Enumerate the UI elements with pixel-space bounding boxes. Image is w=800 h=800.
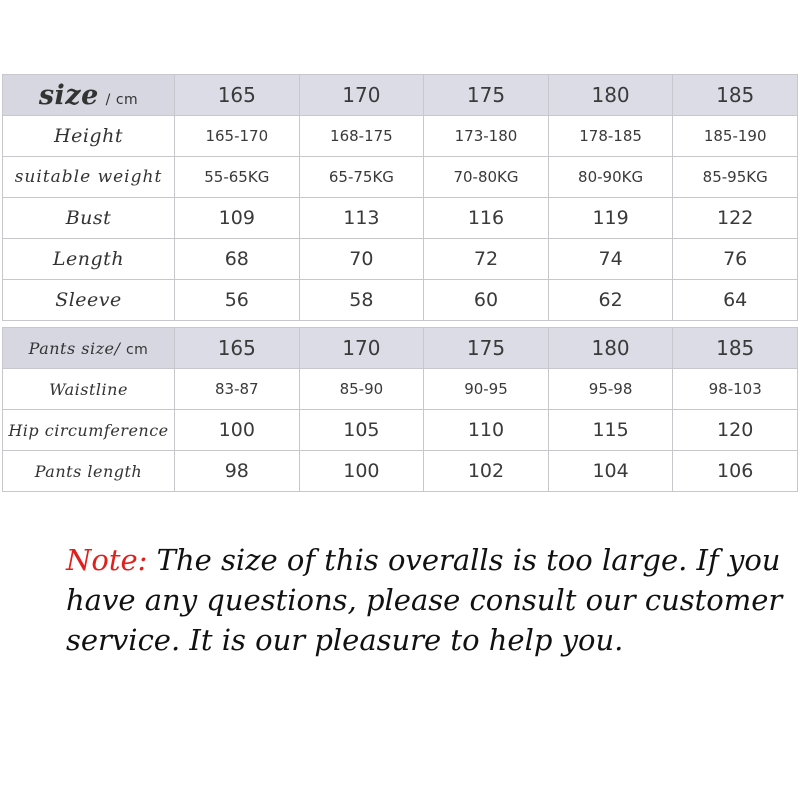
row-label-waistline: Waistline: [3, 369, 175, 410]
pants-size-165: 165: [175, 328, 300, 369]
row-label-hip: Hip circumference: [3, 410, 175, 451]
table-cell: 105: [299, 410, 424, 451]
size-header-cell: [3, 75, 175, 116]
table-cell: 74: [548, 239, 673, 280]
table-row-weight: [3, 157, 798, 198]
pants-size-170: 170: [299, 328, 424, 369]
table-divider: [3, 321, 798, 328]
row-label-bust: Bust: [3, 198, 175, 239]
table-cell: 70: [299, 239, 424, 280]
row-label-pants-length: Pants length: [3, 451, 175, 492]
table-cell: 55-65KG: [175, 157, 300, 198]
table-cell: 109: [175, 198, 300, 239]
row-label-length: Length: [3, 239, 175, 280]
table-cell: 185-190: [673, 116, 798, 157]
table-cell: 98-103: [673, 369, 798, 410]
table-cell: 62: [548, 280, 673, 321]
table-cell: 60: [424, 280, 549, 321]
table-cell: 119: [548, 198, 673, 239]
table-cell: 85-95KG: [673, 157, 798, 198]
table-cell: 173-180: [424, 116, 549, 157]
table-cell: 115: [548, 410, 673, 451]
note-label: Note:: [66, 543, 148, 577]
table-cell: 104: [548, 451, 673, 492]
size-header-unit: / cm: [105, 91, 139, 108]
size-header-label: size: [38, 79, 99, 111]
size-170: 170: [299, 75, 424, 116]
table-cell: 120: [673, 410, 798, 451]
table-cell: 72: [424, 239, 549, 280]
table-cell: 68: [175, 239, 300, 280]
table-cell: 100: [175, 410, 300, 451]
pants-size-header-label: Pants size/: [28, 338, 121, 358]
table-cell: 64: [673, 280, 798, 321]
pants-size-header-cell: [3, 328, 175, 369]
table-cell: 58: [299, 280, 424, 321]
table-cell: 70-80KG: [424, 157, 549, 198]
note-paragraph: [66, 540, 786, 660]
pants-size-185: 185: [673, 328, 798, 369]
pants-size-175: 175: [424, 328, 549, 369]
table-cell: 116: [424, 198, 549, 239]
table-cell: 95-98: [548, 369, 673, 410]
table-cell: 65-75KG: [299, 157, 424, 198]
table-cell: 106: [673, 451, 798, 492]
note-text: The size of this overalls is too large. If you have any questions, please consult our customer service. It is our pleasure to help you.: [66, 543, 783, 657]
pants-size-header-unit: cm: [125, 341, 149, 358]
table-cell: 178-185: [548, 116, 673, 157]
table-row-sleeve: [3, 280, 798, 321]
size-chart-table: [2, 74, 798, 492]
size-180: 180: [548, 75, 673, 116]
row-label-sleeve: Sleeve: [3, 280, 175, 321]
top-header-row: [3, 75, 798, 116]
table-cell: 85-90: [299, 369, 424, 410]
table-cell: 122: [673, 198, 798, 239]
table-cell: 110: [424, 410, 549, 451]
table-cell: 165-170: [175, 116, 300, 157]
table-row-bust: [3, 198, 798, 239]
table-cell: 168-175: [299, 116, 424, 157]
pants-size-180: 180: [548, 328, 673, 369]
size-175: 175: [424, 75, 549, 116]
size-165: 165: [175, 75, 300, 116]
table-cell: 83-87: [175, 369, 300, 410]
row-label-height: Height: [3, 116, 175, 157]
pants-header-row: [3, 328, 798, 369]
table-row-height: [3, 116, 798, 157]
table-cell: 98: [175, 451, 300, 492]
size-185: 185: [673, 75, 798, 116]
table-cell: 56: [175, 280, 300, 321]
table-row-length: [3, 239, 798, 280]
table-cell: 113: [299, 198, 424, 239]
table-cell: 76: [673, 239, 798, 280]
table-cell: 102: [424, 451, 549, 492]
table-row-pants-length: [3, 451, 798, 492]
table-cell: 80-90KG: [548, 157, 673, 198]
row-label-weight: suitable weight: [3, 157, 175, 198]
table-cell: 100: [299, 451, 424, 492]
table-cell: 90-95: [424, 369, 549, 410]
table-row-waistline: [3, 369, 798, 410]
table-row-hip: [3, 410, 798, 451]
